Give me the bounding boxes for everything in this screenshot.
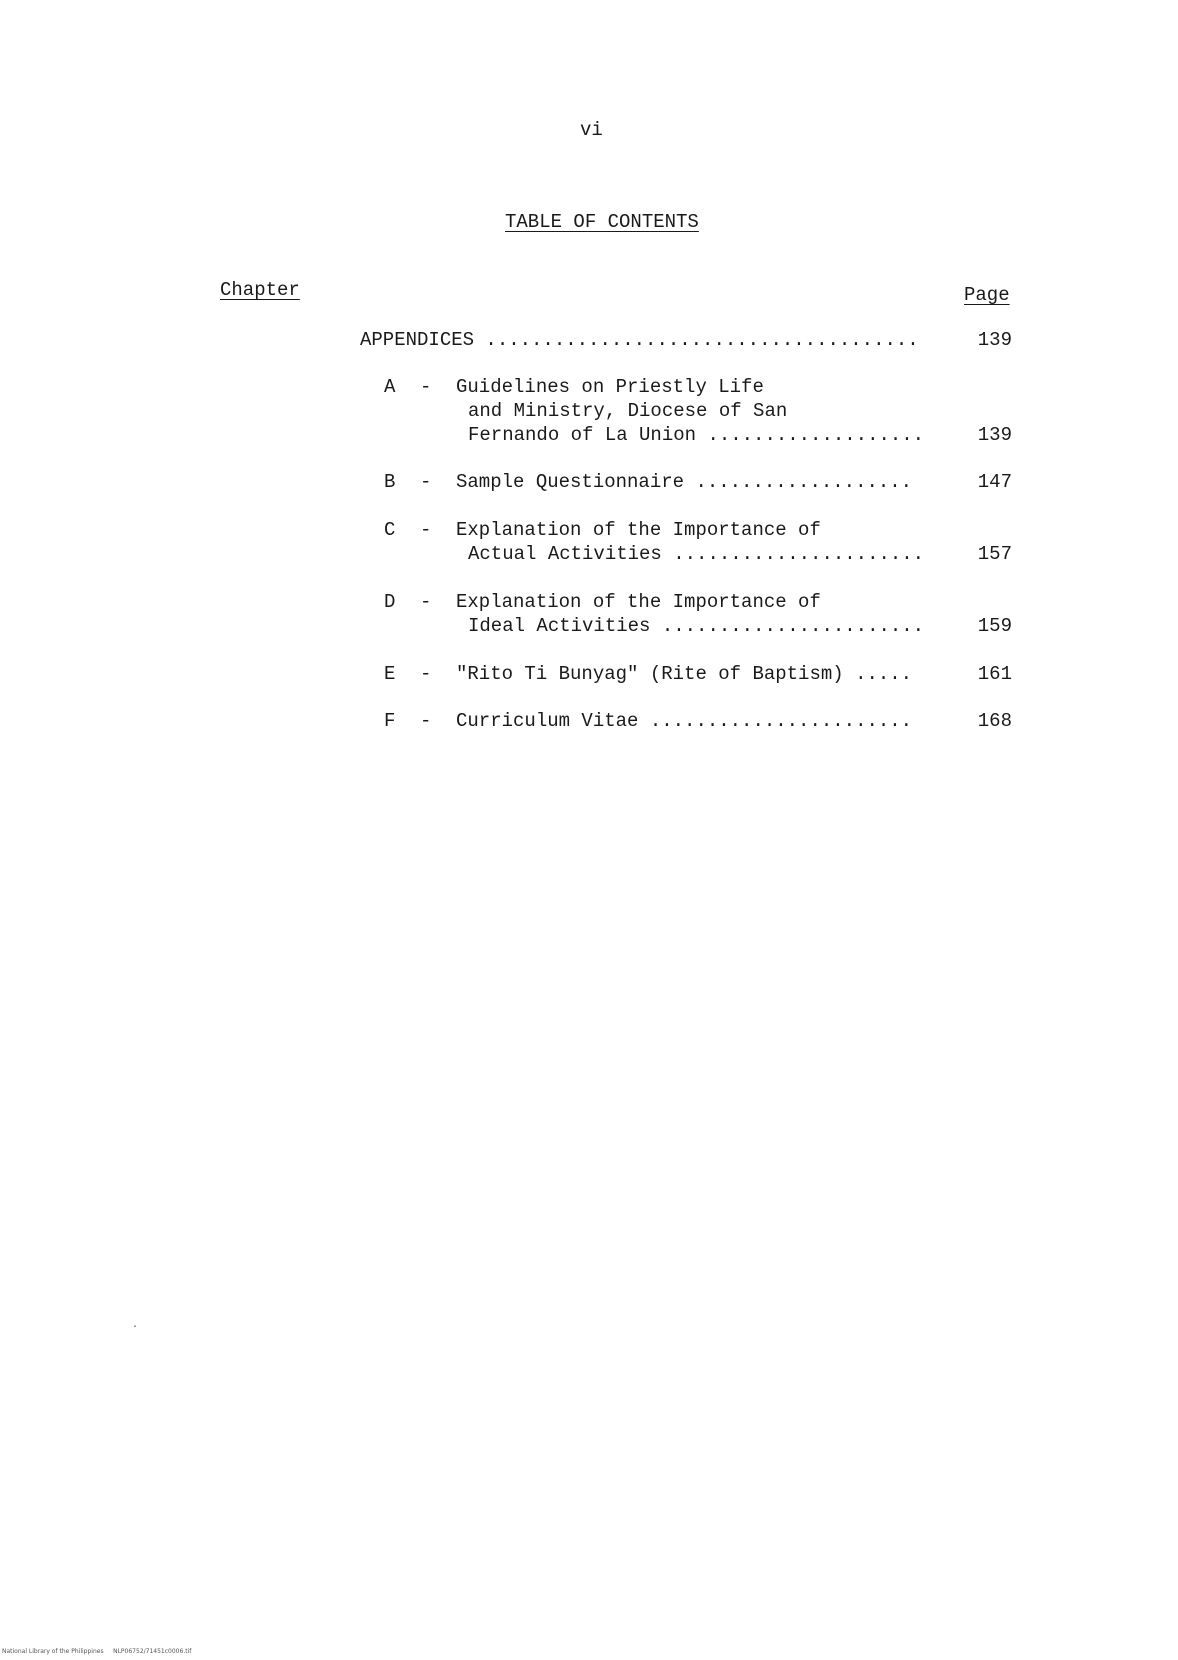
toc-entry-line: Fernando of La Union ................... bbox=[468, 424, 925, 446]
toc-entry-dash: - bbox=[420, 471, 432, 493]
column-header-chapter: Chapter bbox=[220, 279, 300, 301]
toc-entry-dash: - bbox=[420, 376, 432, 398]
toc-entry-page: 139 bbox=[977, 424, 1012, 446]
toc-entry-letter: A bbox=[384, 376, 396, 398]
page-title: TABLE OF CONTENTS bbox=[505, 211, 699, 233]
toc-entry-line: Sample Questionnaire ................... bbox=[456, 471, 913, 493]
page-number: vi bbox=[580, 119, 603, 141]
toc-entry-page: 157 bbox=[977, 543, 1012, 565]
scan-speck: . bbox=[132, 1320, 139, 1331]
column-header-page: Page bbox=[964, 284, 1010, 306]
toc-entry-letter: B bbox=[384, 471, 396, 493]
toc-entry-letter: F bbox=[384, 710, 396, 732]
toc-entry-page: 161 bbox=[977, 663, 1012, 685]
scan-footer: National Library of the Philippines NLP06752/71451c0006.tif bbox=[2, 1648, 192, 1655]
toc-entry-dash: - bbox=[420, 591, 432, 613]
toc-entry-dash: - bbox=[420, 663, 432, 685]
toc-entry-line: Explanation of the Importance of bbox=[456, 519, 821, 541]
toc-entry-line: and Ministry, Diocese of San bbox=[468, 400, 788, 422]
toc-entry-letter: D bbox=[384, 591, 396, 613]
toc-entry-line: Ideal Activities ....................... bbox=[468, 615, 925, 637]
toc-entry-page: 168 bbox=[977, 710, 1012, 732]
toc-entry-line: Guidelines on Priestly Life bbox=[456, 376, 764, 398]
toc-entry-label: APPENDICES ...................................... bbox=[360, 329, 919, 351]
toc-entry-page: 159 bbox=[977, 615, 1012, 637]
toc-entry-line: Actual Activities ...................... bbox=[468, 543, 925, 565]
toc-entry-letter: C bbox=[384, 519, 396, 541]
toc-entry-page: 147 bbox=[977, 471, 1012, 493]
toc-entry-dash: - bbox=[420, 710, 432, 732]
toc-entry-line: Explanation of the Importance of bbox=[456, 591, 821, 613]
toc-entry-line: "Rito Ti Bunyag" (Rite of Baptism) ..... bbox=[456, 663, 913, 685]
toc-entry-line: Curriculum Vitae ....................... bbox=[456, 710, 913, 732]
toc-entry-dash: - bbox=[420, 519, 432, 541]
toc-entry-letter: E bbox=[384, 663, 396, 685]
toc-entry-page: 139 bbox=[977, 329, 1012, 351]
